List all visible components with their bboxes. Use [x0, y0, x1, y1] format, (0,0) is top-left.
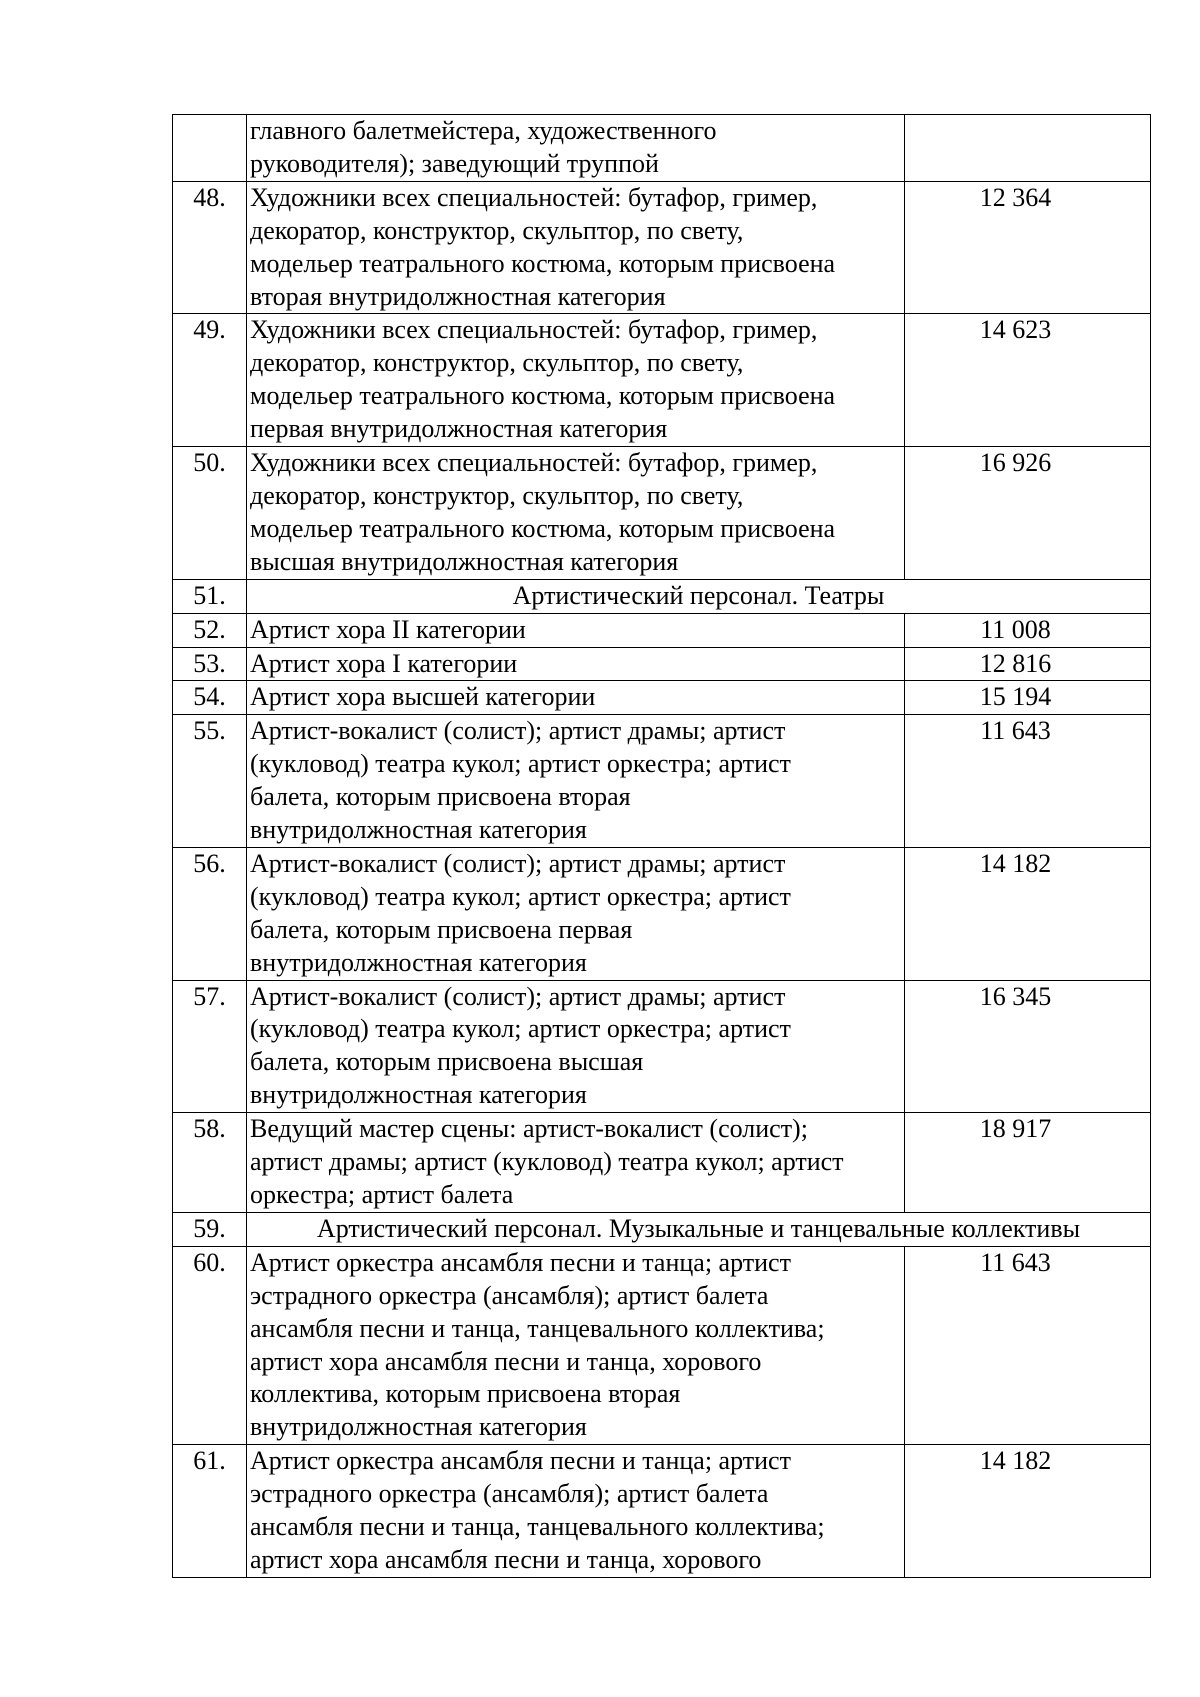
table-row: [173, 115, 1151, 182]
description-line: вторая внутридолжностная категория: [250, 281, 666, 311]
table-row: [173, 447, 1151, 580]
description-line: руководителя); заведующий труппой: [250, 148, 659, 178]
salary-table-body: [173, 115, 1151, 1578]
description-line: артист хора ансамбля песни и танца, хорового: [250, 1544, 762, 1574]
table-row: [173, 1445, 1151, 1578]
salary-value: 16 926: [905, 447, 1151, 580]
row-number: 54.: [173, 681, 247, 715]
position-description: [247, 847, 905, 980]
salary-value: 14 182: [905, 847, 1151, 980]
description-line: (кукловод) театра кукол; артист оркестра; артист: [250, 1014, 791, 1044]
section-heading: Артистический персонал. Театры: [247, 579, 1151, 613]
salary-value: 11 643: [905, 1246, 1151, 1444]
description-line: Артист хора высшей категории: [250, 682, 596, 712]
salary-value: 16 345: [905, 980, 1151, 1113]
table-row: [173, 1113, 1151, 1213]
salary-value: 14 623: [905, 314, 1151, 447]
description-line: декоратор, конструктор, скульптор, по свету,: [250, 480, 744, 510]
description-line: Ведущий мастер сцены: артист-вокалист (солист);: [250, 1114, 808, 1144]
position-description: [247, 715, 905, 848]
description-line: (кукловод) театра кукол; артист оркестра; артист: [250, 881, 791, 911]
table-row: [173, 613, 1151, 647]
description-line: Художники всех специальностей: бутафор, гример,: [250, 448, 818, 478]
position-description: [247, 447, 905, 580]
description-line: Артист оркестра ансамбля песни и танца; артист: [250, 1446, 791, 1476]
description-line: эстрадного оркестра (ансамбля); артист балета: [250, 1479, 769, 1509]
row-number: [173, 115, 247, 182]
description-line: ансамбля песни и танца, танцевального коллектива;: [250, 1313, 825, 1343]
salary-value: 12 816: [905, 647, 1151, 681]
description-line: Артист-вокалист (солист); артист драмы; артист: [250, 848, 786, 878]
description-line: Артист-вокалист (солист); артист драмы; артист: [250, 981, 786, 1011]
description-line: Художники всех специальностей: бутафор, гример,: [250, 315, 818, 345]
section-heading: Артистический персонал. Музыкальные и танцевальные коллективы: [247, 1212, 1151, 1246]
description-line: первая внутридолжностная категория: [250, 414, 668, 444]
table-row: [173, 647, 1151, 681]
section-row: [173, 579, 1151, 613]
description-line: оркестра; артист балета: [250, 1180, 514, 1209]
description-line: модельер театрального костюма, которым присвоена: [250, 248, 836, 278]
salary-table: [172, 114, 1151, 1578]
description-line: внутридолжностная категория: [250, 947, 587, 977]
row-number: 52.: [173, 613, 247, 647]
position-description: [247, 1246, 905, 1444]
row-number: 56.: [173, 847, 247, 980]
description-line: Артист-вокалист (солист); артист драмы; артист: [250, 716, 786, 746]
salary-value: [905, 115, 1151, 182]
row-number: 61.: [173, 1445, 247, 1578]
position-description: [247, 1113, 905, 1213]
position-description: [247, 314, 905, 447]
table-row: [173, 681, 1151, 715]
position-description: [247, 647, 905, 681]
position-description: [247, 1445, 905, 1578]
row-number: 58.: [173, 1113, 247, 1213]
table-row: [173, 1246, 1151, 1444]
description-line: декоратор, конструктор, скульптор, по свету,: [250, 215, 744, 245]
position-description: [247, 115, 905, 182]
salary-value: 11 008: [905, 613, 1151, 647]
table-row: [173, 314, 1151, 447]
description-line: внутридолжностная категория: [250, 815, 587, 845]
section-row: [173, 1212, 1151, 1246]
salary-value: 11 643: [905, 715, 1151, 848]
salary-value: 15 194: [905, 681, 1151, 715]
table-row: [173, 980, 1151, 1113]
position-description: [247, 181, 905, 314]
description-line: ансамбля песни и танца, танцевального коллектива;: [250, 1512, 825, 1542]
description-line: модельер театрального костюма, которым присвоена: [250, 381, 836, 411]
table-row: [173, 181, 1151, 314]
position-description: [247, 681, 905, 715]
description-line: Артист оркестра ансамбля песни и танца; артист: [250, 1247, 791, 1277]
row-number: 48.: [173, 181, 247, 314]
description-line: главного балетмейстера, художественного: [250, 116, 717, 145]
description-line: внутридолжностная категория: [250, 1412, 587, 1442]
description-line: балета, которым присвоена вторая: [250, 782, 631, 812]
description-line: коллектива, которым присвоена вторая: [250, 1379, 681, 1409]
table-row: [173, 847, 1151, 980]
description-line: внутридолжностная категория: [250, 1080, 587, 1110]
position-description: [247, 613, 905, 647]
salary-value: 12 364: [905, 181, 1151, 314]
row-number: 59.: [173, 1212, 247, 1246]
description-line: модельер театрального костюма, которым присвоена: [250, 513, 836, 543]
description-line: балета, которым присвоена высшая: [250, 1047, 644, 1077]
description-line: декоратор, конструктор, скульптор, по свету,: [250, 348, 744, 378]
description-line: Художники всех специальностей: бутафор, гример,: [250, 182, 818, 212]
row-number: 51.: [173, 579, 247, 613]
salary-value: 14 182: [905, 1445, 1151, 1578]
row-number: 53.: [173, 647, 247, 681]
description-line: балета, которым присвоена первая: [250, 914, 633, 944]
description-line: (кукловод) театра кукол; артист оркестра; артист: [250, 749, 791, 779]
description-line: Артист хора I категории: [250, 648, 518, 678]
row-number: 50.: [173, 447, 247, 580]
salary-value: 18 917: [905, 1113, 1151, 1213]
row-number: 55.: [173, 715, 247, 848]
row-number: 60.: [173, 1246, 247, 1444]
description-line: артист драмы; артист (кукловод) театра кукол; артист: [250, 1147, 844, 1177]
row-number: 57.: [173, 980, 247, 1113]
description-line: эстрадного оркестра (ансамбля); артист балета: [250, 1280, 769, 1310]
description-line: Артист хора II категории: [250, 614, 526, 644]
description-line: артист хора ансамбля песни и танца, хорового: [250, 1346, 762, 1376]
description-line: высшая внутридолжностная категория: [250, 546, 679, 576]
position-description: [247, 980, 905, 1113]
row-number: 49.: [173, 314, 247, 447]
table-row: [173, 715, 1151, 848]
